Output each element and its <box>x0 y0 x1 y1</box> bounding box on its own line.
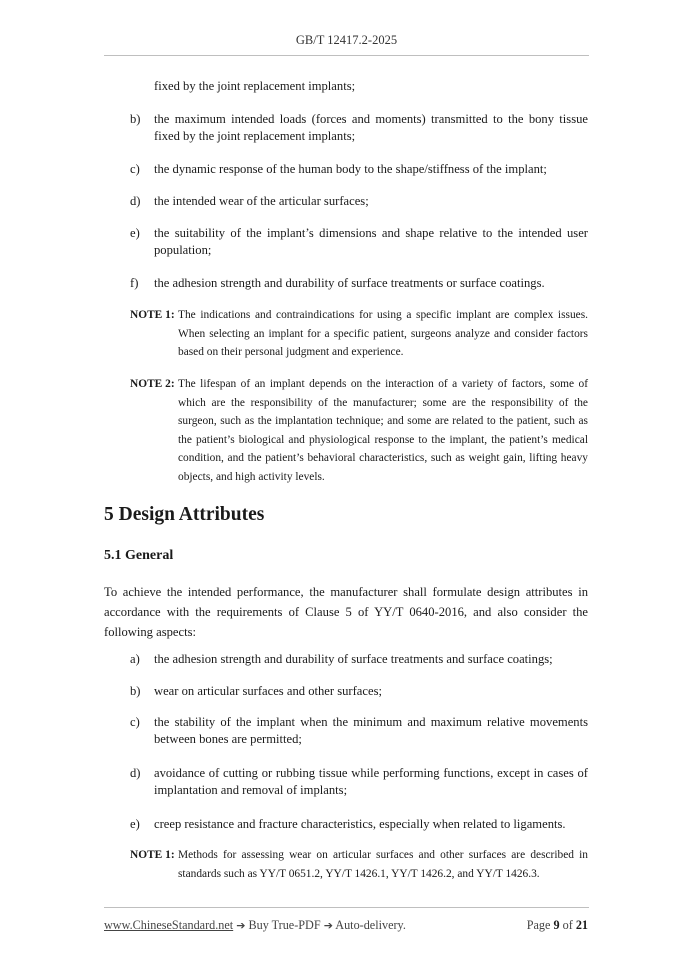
list-item-label: d) <box>130 194 141 208</box>
website-link[interactable]: www.ChineseStandard.net <box>104 918 234 932</box>
list-item-text: wear on articular surfaces and other surfaces; <box>154 684 382 698</box>
list-item-text: avoidance of cutting or rubbing tissue while performing functions, except in cases of implantation and removal of implants; <box>154 766 588 797</box>
list-item-text: fixed by the joint replacement implants; <box>154 79 356 93</box>
list-item-label: d) <box>130 766 141 780</box>
list-item-label: c) <box>130 715 140 729</box>
list-item-text: the maximum intended loads (forces and moments) transmitted to the bony tissue fixed by the joint replacement implants; <box>154 112 588 143</box>
page-word: Page <box>526 918 551 932</box>
list-item-label: b) <box>130 684 141 698</box>
subsection-heading: 5.1 General <box>104 548 174 563</box>
list-item-label: c) <box>130 162 140 176</box>
list-item-text: the stability of the implant when the minimum and maximum relative movements between bones are permitted; <box>154 715 588 746</box>
list-item-label: b) <box>130 112 141 126</box>
list-item-label: e) <box>130 226 140 240</box>
note-label: NOTE 1: <box>130 849 175 861</box>
list-item-text: the adhesion strength and durability of surface treatments or surface coatings. <box>154 276 545 290</box>
note-text: The indications and contraindications for using a specific implant are complex issues. When selecting an implant for a specific patient, surgeons analyze and consider factors based on their personal judgment and experience. <box>178 309 588 358</box>
list-item-text: the suitability of the implant’s dimensions and shape relative to the intended user population; <box>154 226 588 257</box>
section-heading: 5 Design Attributes <box>104 504 265 525</box>
list-item-text: the dynamic response of the human body to the shape/stiffness of the implant; <box>154 162 547 176</box>
buy-text: Buy True-PDF <box>248 918 321 932</box>
delivery-text: Auto-delivery. <box>335 918 406 932</box>
list-item-label: f) <box>130 276 139 290</box>
note-text: The lifespan of an implant depends on the interaction of a variety of factors, some of which are the responsibility of the manufacturer; some are the responsibility of the surgeon, such as the implantation technique; and some are related to the patient, such as the patient’s biological and physiological response to the implant, the patient’s medical condition, and the patient’s behavioral characteristics, such as weight gain, lifting heavy objects, and high activity levels. <box>178 378 588 483</box>
arrow-right-icon: ➔ <box>323 919 333 932</box>
intro-paragraph: To achieve the intended performance, the manufacturer shall formulate design attributes in accordance with the requirements of Clause 5 of YY/T 0640-2016, and also consider the following aspects: <box>104 585 588 639</box>
list-item-label: a) <box>130 652 140 666</box>
document-code-header: GB/T 12417.2-2025 <box>295 33 398 47</box>
footer-promo <box>104 918 406 933</box>
page-counter <box>527 918 588 933</box>
header-divider <box>104 55 589 56</box>
page-number: 9 <box>553 918 560 932</box>
list-item-label: e) <box>130 817 140 831</box>
note-label: NOTE 1: <box>130 309 175 321</box>
note-text: Methods for assessing wear on articular surfaces and other surfaces are described in standards such as YY/T 0651.2, YY/T 1426.1, YY/T 1426.2, and YY/T 1426.3. <box>178 849 588 880</box>
page-total: 21 <box>575 918 588 932</box>
list-item-text: the adhesion strength and durability of surface treatments and surface coatings; <box>154 652 553 666</box>
list-item-text: creep resistance and fracture characteristics, especially when related to ligaments. <box>154 817 566 831</box>
of-word: of <box>562 918 573 932</box>
note-label: NOTE 2: <box>130 378 175 390</box>
list-item-text: the intended wear of the articular surfaces; <box>154 194 369 208</box>
arrow-right-icon: ➔ <box>236 919 246 932</box>
footer-divider <box>104 907 589 908</box>
